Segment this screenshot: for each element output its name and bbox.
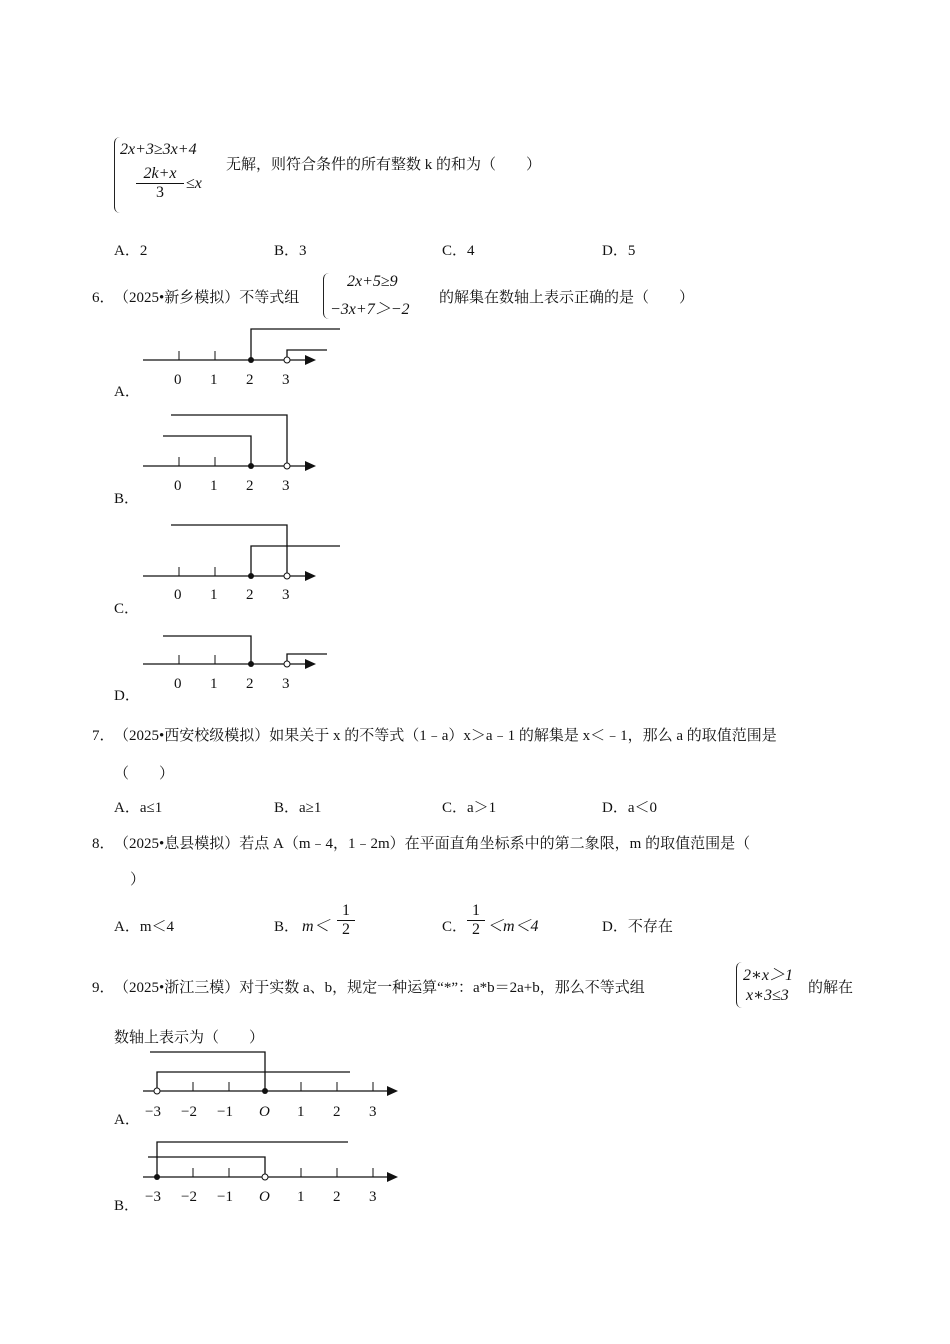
q6-number-line-a[interactable]	[143, 329, 340, 388]
q9-option-b-label[interactable]: B．	[114, 1198, 140, 1214]
q9-a-tick-1: 1	[297, 1104, 305, 1120]
q8-option-c-denominator: 2	[472, 921, 480, 938]
q9-b-tick-3: 3	[369, 1189, 377, 1205]
q5-question-tail: 无解，则符合条件的所有整数 k 的和为（ ）	[226, 157, 542, 173]
q5-system-line1: 2x+3≥3x+4	[120, 141, 197, 158]
q8-option-b-fraction	[337, 902, 355, 939]
q5-option-b[interactable]: B．3	[274, 243, 307, 259]
q9-system-line2: x∗3≤3	[746, 987, 789, 1004]
q7-option-b[interactable]: B．a≥1	[274, 800, 322, 816]
q9-number: 9．	[92, 980, 115, 996]
q6-d-tick-0: 0	[174, 676, 182, 692]
q6-option-c-label[interactable]: C．	[114, 601, 140, 617]
q9-question-tail: 的解在	[808, 980, 854, 996]
q6-a-tick-3: 3	[282, 372, 290, 388]
q8-option-a[interactable]: A．m＜4	[114, 919, 175, 935]
q6-a-tick-1: 1	[210, 372, 218, 388]
q6-c-tick-0: 0	[174, 587, 182, 603]
q9-b-tick-1: 1	[297, 1189, 305, 1205]
q8-option-b-label[interactable]: B．	[274, 919, 300, 935]
q6-source: （2025•新乡模拟）不等式组	[114, 290, 300, 306]
q6-option-a-label[interactable]: A．	[114, 384, 140, 400]
q7-option-c[interactable]: C．a＞1	[442, 800, 497, 816]
q9-a-tick-origin: O	[259, 1104, 270, 1120]
q6-number-line-b[interactable]	[143, 415, 316, 494]
q7-option-a[interactable]: A．a≤1	[114, 800, 163, 816]
q6-c-tick-2: 2	[246, 587, 254, 603]
q9-b-tick-2: 2	[333, 1189, 341, 1205]
q9-number-line-b[interactable]	[143, 1142, 398, 1205]
q9-system-brace	[736, 962, 743, 1008]
q8-text-continued: ）	[130, 872, 146, 888]
q6-c-tick-1: 1	[210, 587, 218, 603]
q6-b-tick-1: 1	[210, 478, 218, 494]
q9-a-tick-m1: −1	[217, 1104, 233, 1120]
q9-b-tick-origin: O	[259, 1189, 270, 1205]
q6-question-tail: 的解集在数轴上表示正确的是（ ）	[439, 290, 695, 306]
q5-fraction-denominator: 3	[156, 184, 164, 201]
q9-text: （2025•浙江三模）对于实数 a、b，规定一种运算“*”：a*b＝2a+b，那么不等式组	[114, 980, 645, 996]
q6-c-tick-3: 3	[282, 587, 290, 603]
q9-number-line-a[interactable]	[143, 1052, 398, 1120]
q5-option-a[interactable]: A．2	[114, 243, 148, 259]
q6-b-tick-2: 2	[246, 478, 254, 494]
q9-a-tick-m3: −3	[145, 1104, 161, 1120]
q6-number-line-c[interactable]	[143, 525, 340, 603]
q8-option-b-numerator: 1	[337, 902, 355, 921]
q6-option-b-label[interactable]: B．	[114, 491, 140, 507]
q5-fraction-numerator: 2k+x	[136, 165, 184, 184]
q9-b-tick-m1: −1	[217, 1189, 233, 1205]
q7-text-continued: （ ）	[114, 766, 175, 782]
q5-option-c[interactable]: C．4	[442, 243, 475, 259]
q7-text: （2025•西安校级模拟）如果关于 x 的不等式（1﹣a）x＞a﹣1 的解集是 x＜﹣1，那么 a 的取值范围是	[114, 728, 777, 744]
q6-system-line2: −3x+7＞−2	[330, 301, 410, 318]
q5-system-fraction-tail: ≤x	[186, 175, 202, 192]
q5-option-d[interactable]: D．5	[602, 243, 636, 259]
q9-a-tick-2: 2	[333, 1104, 341, 1120]
q9-b-tick-m2: −2	[181, 1189, 197, 1205]
q7-number: 7．	[92, 728, 115, 744]
q8-option-c-label[interactable]: C．	[442, 919, 468, 935]
q6-d-tick-3: 3	[282, 676, 290, 692]
q9-text-continued: 数轴上表示为（ ）	[114, 1030, 265, 1046]
q8-option-c-fraction	[467, 902, 485, 939]
q8-number: 8．	[92, 836, 115, 852]
q8-option-d[interactable]: D．不存在	[602, 919, 673, 935]
q6-d-tick-1: 1	[210, 676, 218, 692]
q6-b-tick-3: 3	[282, 478, 290, 494]
q8-option-c-expr: ＜m＜4	[487, 918, 539, 935]
q9-a-tick-3: 3	[369, 1104, 377, 1120]
q9-b-tick-m3: −3	[145, 1189, 161, 1205]
q6-a-tick-2: 2	[246, 372, 254, 388]
q7-option-d[interactable]: D．a＜0	[602, 800, 657, 816]
q6-d-tick-2: 2	[246, 676, 254, 692]
q6-a-tick-0: 0	[174, 372, 182, 388]
q9-option-a-label[interactable]: A．	[114, 1112, 140, 1128]
q6-option-d-label[interactable]: D．	[114, 688, 140, 704]
q9-a-tick-m2: −2	[181, 1104, 197, 1120]
q8-option-b-denominator: 2	[342, 921, 350, 938]
q6-number-line-d[interactable]	[143, 636, 327, 692]
q6-b-tick-0: 0	[174, 478, 182, 494]
q8-text: （2025•息县模拟）若点 A（m﹣4，1﹣2m）在平面直角坐标系中的第二象限，m 的取值范围是（	[114, 836, 751, 852]
q8-option-b-expr: m＜	[302, 918, 330, 935]
q9-system-line1: 2∗x＞1	[743, 967, 793, 984]
q6-number: 6．	[92, 290, 115, 306]
q8-option-c-numerator: 1	[467, 902, 485, 921]
q6-system-line1: 2x+5≥9	[347, 273, 398, 290]
